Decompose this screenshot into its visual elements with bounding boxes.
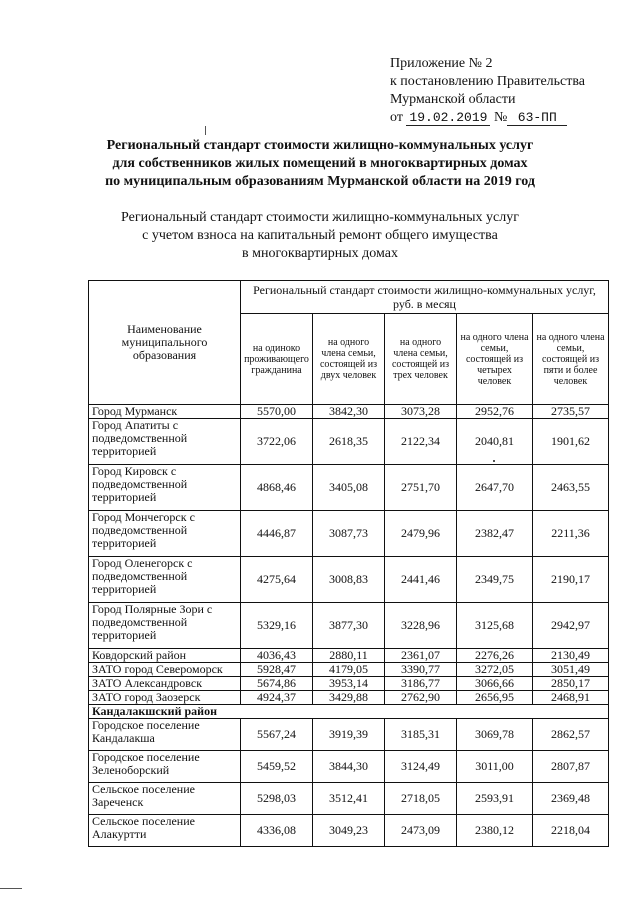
cost-value: 2130,49 [533,649,609,663]
cost-value: 2735,57 [533,405,609,419]
cost-value: 3125,68 [457,603,533,649]
cost-value: 2122,34 [385,419,457,465]
municipality-name: Сельское поселение Зареченск [89,783,241,815]
cost-value: 2807,87 [533,751,609,783]
cost-value: 2463,55 [533,465,609,511]
municipality-name: Городское поселение Зеленоборский [89,751,241,783]
cost-value: 5674,86 [241,677,313,691]
cost-value: 4924,37 [241,691,313,705]
appendix-line-2: к постановлению Правительства [390,74,586,89]
column-header-single: на одиноко проживающего гражданина [241,314,313,405]
district-row [89,705,609,719]
table-row [89,557,609,603]
municipality-name: Город Апатиты с подведомственной территорией [89,419,241,465]
standards-table [88,280,609,847]
cost-value: 5567,24 [241,719,313,751]
date-prefix: от [390,110,403,125]
cost-value: 2880,11 [313,649,385,663]
cost-value: 3186,77 [385,677,457,691]
cost-value: 2942,97 [533,603,609,649]
cost-value: 3011,00 [457,751,533,783]
municipality-name: Город Кировск с подведомственной территорией [89,465,241,511]
cost-value: 3069,78 [457,719,533,751]
cost-value: 2850,17 [533,677,609,691]
cost-value: 5298,03 [241,783,313,815]
cost-value: 2952,76 [457,405,533,419]
cost-value: 3953,14 [313,677,385,691]
cost-value: 2593,91 [457,783,533,815]
cost-value: 2718,05 [385,783,457,815]
cost-value: 3185,31 [385,719,457,751]
cost-value: 2647,70 [457,465,533,511]
cost-value: 3842,30 [313,405,385,419]
cost-value: 2380,12 [457,815,533,847]
cost-value: 2751,70 [385,465,457,511]
cost-value: 4868,46 [241,465,313,511]
cost-value: 5459,52 [241,751,313,783]
appendix-date-line [390,109,585,127]
cost-value: 4179,05 [313,663,385,677]
table-row [89,751,609,783]
district-heading: Кандалакшский район [89,705,609,719]
cost-value: 5329,16 [241,603,313,649]
cost-value: 3228,96 [385,603,457,649]
cost-value: 2382,47 [457,511,533,557]
municipality-name: Город Мончегорск с подведомственной территорией [89,511,241,557]
appendix-line-3: Мурманской области [390,92,516,107]
document-title [40,137,600,191]
appendix-block [390,55,585,127]
column-header-two: на одного члена семьи, состоящей из двух человек [313,314,385,405]
municipality-name: Городское поселение Кандалакша [89,719,241,751]
municipality-name: Сельское поселение Алакуртти [89,815,241,847]
table-row [89,691,609,705]
table-body [89,405,609,847]
cost-value: 3844,30 [313,751,385,783]
municipality-name: ЗАТО город Заозерск [89,691,241,705]
cost-value: 2618,35 [313,419,385,465]
cost-value: 2656,95 [457,691,533,705]
municipality-name: Город Полярные Зори с подведомственной территорией [89,603,241,649]
cost-value: 2479,96 [385,511,457,557]
appendix-line-1: Приложение № 2 [390,56,493,71]
number-prefix: № [493,110,508,125]
column-header-four: на одного члена семьи, состоящей из четырех человек [457,314,533,405]
table-row [89,419,609,465]
cost-value: 3429,88 [313,691,385,705]
subtitle-line-2: с учетом взноса на капитальный ремонт общего имущества [142,228,498,243]
cost-value: 4446,87 [241,511,313,557]
municipality-name: ЗАТО Александровск [89,677,241,691]
cost-value: 3073,28 [385,405,457,419]
cost-value: 4036,43 [241,649,313,663]
cost-value: 3272,05 [457,663,533,677]
cost-value: 2862,57 [533,719,609,751]
table-row [89,649,609,663]
cost-value: 1901,62 [533,419,609,465]
table-row [89,719,609,751]
cost-value: 3919,39 [313,719,385,751]
table-row [89,663,609,677]
title-line-2: для собственников жилых помещений в многоквартирных домах [112,156,528,171]
cost-value: 2762,90 [385,691,457,705]
column-header-three: на одного члена семьи, состоящей из трех человек [385,314,457,405]
cost-value: 2190,17 [533,557,609,603]
group-column-header: Региональный стандарт стоимости жилищно-коммунальных услуг, руб. в месяц [241,281,609,314]
cost-value: 3087,73 [313,511,385,557]
resolution-date: 19.02.2019 [406,110,490,126]
table-row [89,815,609,847]
table-subtitle [40,209,600,263]
cost-value: 2441,46 [385,557,457,603]
cost-value: 3051,49 [533,663,609,677]
column-header-five-plus: на одного члена семьи, состоящей из пяти и более человек [533,314,609,405]
cost-value: 3008,83 [313,557,385,603]
cost-value: 4336,08 [241,815,313,847]
cost-value: 2349,75 [457,557,533,603]
scan-mark [0,888,22,889]
cost-value: 3405,08 [313,465,385,511]
cost-value: 3877,30 [313,603,385,649]
cost-value: 3390,77 [385,663,457,677]
subtitle-line-3: в многоквартирных домах [242,246,398,261]
municipality-name: Город Оленегорск с подведомственной территорией [89,557,241,603]
cost-value: 5570,00 [241,405,313,419]
cost-value: 2468,91 [533,691,609,705]
table-row [89,677,609,691]
scan-mark [493,460,495,462]
municipality-name: Город Мурманск [89,405,241,419]
table-row [89,783,609,815]
cost-value: 3512,41 [313,783,385,815]
table-row [89,405,609,419]
scan-mark [205,126,206,135]
cost-value: 2218,04 [533,815,609,847]
cost-value: 2361,07 [385,649,457,663]
cost-value: 3722,06 [241,419,313,465]
cost-value: 2473,09 [385,815,457,847]
table-row [89,603,609,649]
cost-value: 2369,48 [533,783,609,815]
table-row [89,465,609,511]
cost-value: 4275,64 [241,557,313,603]
title-line-3: по муниципальным образованиям Мурманской области на 2019 год [105,174,535,189]
cost-value: 3066,66 [457,677,533,691]
subtitle-line-1: Региональный стандарт стоимости жилищно-коммунальных услуг [121,210,519,225]
cost-value: 2040,81 [457,419,533,465]
municipality-name: Ковдорский район [89,649,241,663]
title-line-1: Региональный стандарт стоимости жилищно-коммунальных услуг [106,138,534,153]
table-header [89,281,609,405]
cost-value: 5928,47 [241,663,313,677]
resolution-number: 63-ПП [507,110,567,126]
cost-value: 3049,23 [313,815,385,847]
cost-value: 2276,26 [457,649,533,663]
municipality-name: ЗАТО город Североморск [89,663,241,677]
cost-value: 3124,49 [385,751,457,783]
table-row [89,511,609,557]
name-column-header: Наименование муниципального образования [89,281,241,405]
cost-value: 2211,36 [533,511,609,557]
